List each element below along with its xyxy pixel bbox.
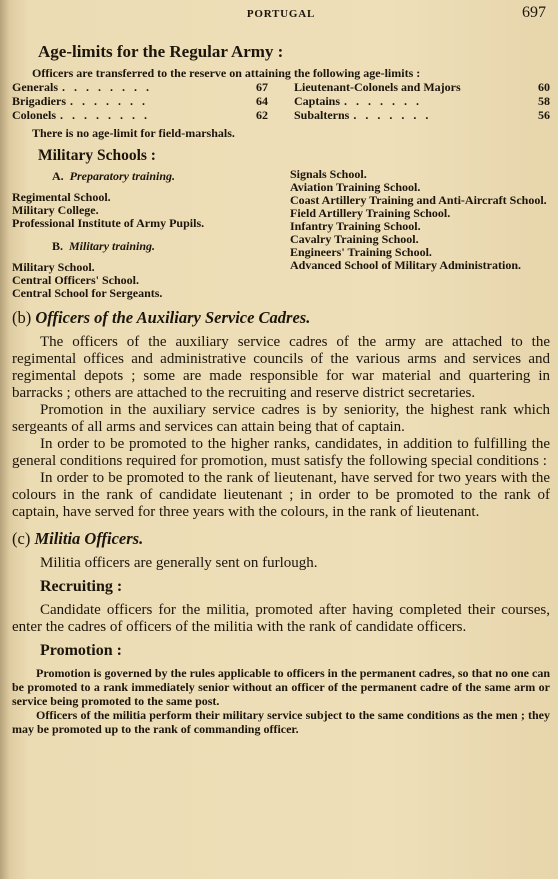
leader-dots: . . . . . . . . <box>62 80 152 94</box>
auxiliary-cadres-heading <box>12 308 550 328</box>
small-paragraph: Promotion is governed by the rules applicable to officers in the permanent cadres, so that no one can be promoted to a rank immediately senior without an officer of the permanent cadre of the same arm or service being promoted to the same post. <box>12 666 550 708</box>
body-paragraph: Militia officers are generally sent on furlough. <box>40 555 318 571</box>
leader-dots <box>461 80 526 94</box>
school-item: Cavalry Training School. <box>290 232 419 246</box>
schools-right-column <box>272 168 550 300</box>
military-schools-list <box>12 168 550 300</box>
age-value: 62 <box>256 108 268 122</box>
school-item: Aviation Training School. <box>290 180 421 194</box>
rank-label: Brigadiers <box>12 94 66 108</box>
school-item: Military School. <box>12 260 95 274</box>
school-item: Field Artillery Training School. <box>290 206 451 220</box>
militia-officers-heading <box>12 529 550 549</box>
rank-label: Colonels <box>12 108 57 122</box>
page-number: 697 <box>522 4 546 21</box>
age-limits-table <box>12 80 550 122</box>
field-marshal-note: There is no age-limit for field-marshals. <box>32 126 235 140</box>
body-paragraph: The officers of the auxiliary service cadres of the army are attached to the regimental offices and administrative councils of the various arms and services and regimental depots ; some are made responsible for war material and quartering in barracks ; others are attached to the recruiting and reserve district secretaries. <box>12 334 550 401</box>
small-paragraph: Officers of the militia perform their military service subject to the same conditions as the men ; they may be promoted up to the rank of commanding officer. <box>12 708 550 736</box>
heading-text: Militia Officers. <box>34 529 144 548</box>
age-limit-row <box>12 108 268 122</box>
page-header <box>12 4 550 26</box>
school-item: Advanced School of Military Administration. <box>290 258 522 272</box>
age-limit-row <box>294 94 550 108</box>
age-value: 67 <box>256 80 268 94</box>
leader-dots: . . . . . . . <box>353 108 432 122</box>
subhead-text: Military training. <box>69 239 156 253</box>
military-training-heading <box>12 240 272 253</box>
subhead-letter: B. <box>52 239 64 253</box>
running-head: PORTUGAL <box>246 8 316 20</box>
body-paragraph: Candidate officers for the militia, promoted after having completed their courses, enter the cadres of officers of the militia with the rank of candidate officers. <box>12 602 550 635</box>
age-value: 64 <box>256 94 268 108</box>
body-paragraph: In order to be promoted to the higher ranks, candidates, in addition to fulfilling the general conditions required for promotion, must satisfy the following special conditions : <box>12 436 550 469</box>
age-limits-intro: Officers are transferred to the reserve on attaining the following age-limits : <box>32 66 421 80</box>
age-limits-right-column <box>280 80 550 122</box>
rank-label: Lieutenant-Colonels and Majors <box>294 80 461 94</box>
heading-text: Officers of the Auxiliary Service Cadres. <box>35 308 311 327</box>
age-limit-row <box>294 108 550 122</box>
military-schools-title: Military Schools : <box>38 147 156 164</box>
school-item: Infantry Training School. <box>290 219 421 233</box>
school-item: Regimental School. <box>12 190 111 204</box>
age-value: 60 <box>538 80 550 94</box>
school-item: Professional Institute of Army Pupils. <box>12 216 205 230</box>
heading-prefix: (c) <box>12 529 31 548</box>
rank-label: Captains <box>294 94 341 108</box>
body-paragraph: Promotion in the auxiliary service cadres is by seniority, the highest rank which sergeants of all arms and services can attain being that of captain. <box>12 402 550 435</box>
promotion-title: Promotion : <box>40 642 122 659</box>
leader-dots: . . . . . . . <box>70 94 148 108</box>
school-item: Central School for Sergeants. <box>12 286 163 300</box>
leader-dots: . . . . . . . <box>344 94 423 108</box>
schools-left-column <box>12 168 272 300</box>
body-paragraph: In order to be promoted to the rank of lieutenant, have served for two years with the colours in the rank of candidate lieutenant ; in order to be promoted to the rank of captain, have served for three years with the colours, in the rank of lieutenant. <box>12 470 550 520</box>
school-item: Central Officers' School. <box>12 273 139 287</box>
rank-label: Subalterns <box>294 108 350 122</box>
age-value: 56 <box>538 108 550 122</box>
rank-label: Generals <box>12 80 58 94</box>
age-value: 58 <box>538 94 550 108</box>
age-limit-row <box>294 80 550 94</box>
age-limits-left-column <box>12 80 280 122</box>
school-item: Engineers' Training School. <box>290 245 432 259</box>
age-limit-row <box>12 94 268 108</box>
age-limit-row <box>12 80 268 94</box>
school-item: Signals School. <box>290 167 367 181</box>
school-item: Military College. <box>12 203 99 217</box>
leader-dots: . . . . . . . . <box>60 108 151 122</box>
heading-prefix: (b) <box>12 308 32 327</box>
subhead-text: Preparatory training. <box>69 169 176 183</box>
preparatory-training-heading <box>12 170 272 183</box>
school-item: Coast Artillery Training and Anti-Aircraft School. <box>290 193 547 207</box>
recruiting-title: Recruiting : <box>40 578 123 595</box>
age-limits-title: Age-limits for the Regular Army : <box>38 42 284 61</box>
subhead-letter: A. <box>52 169 64 183</box>
